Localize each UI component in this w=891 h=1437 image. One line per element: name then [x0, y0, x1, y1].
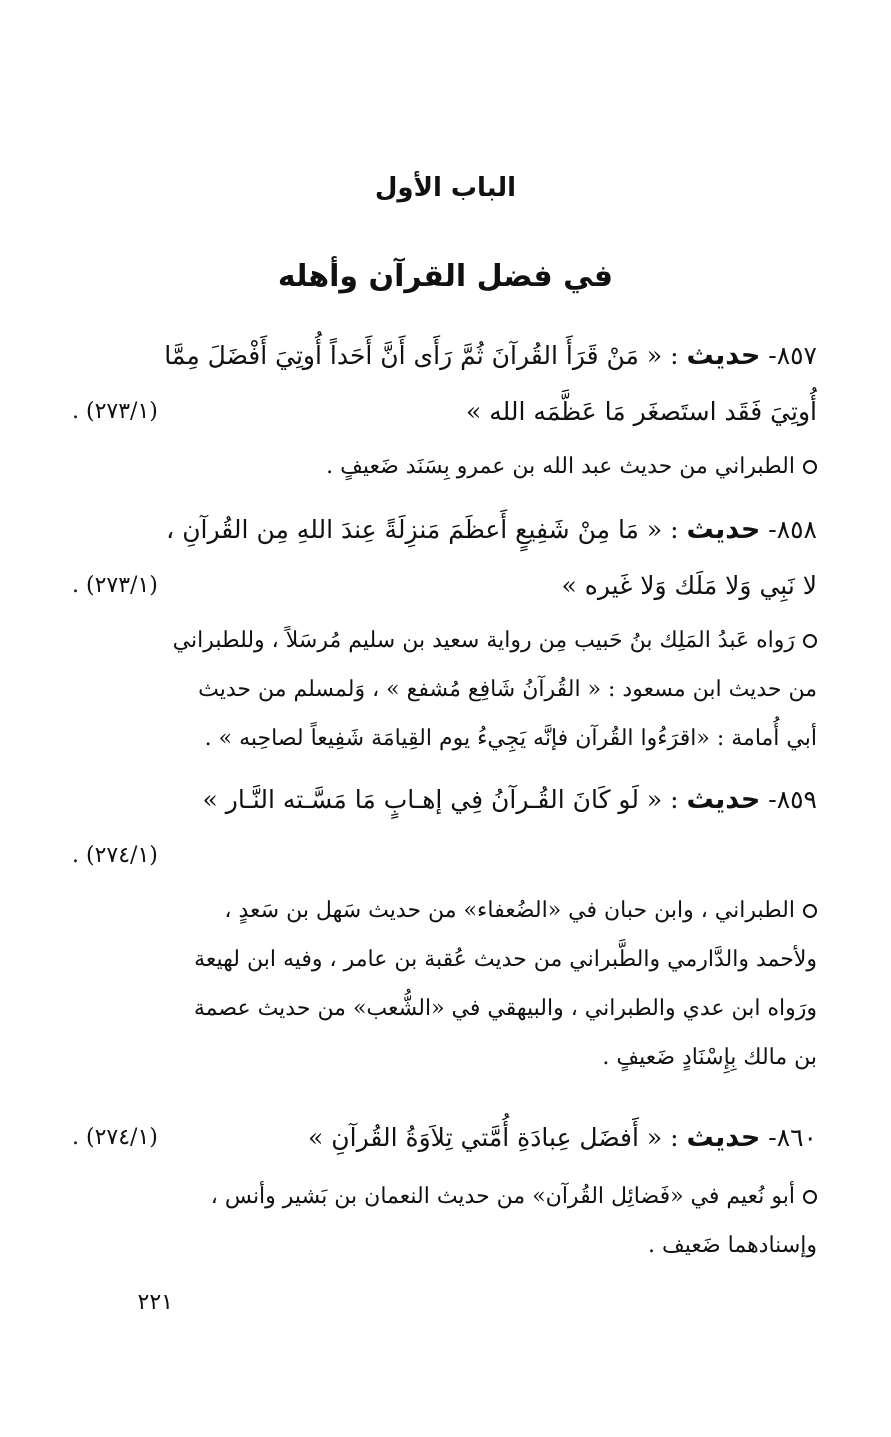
commentary-line: أبي أُمامة : «اقرَءُوا القُرآن فإنَّه يَجِيءُ يوم القِيامَة شَفِيعاً لصاحِبه » . [204, 726, 817, 751]
hadith-commentary [72, 442, 817, 491]
hadith-text-continued: أُوتِيَ فَقَد استَصغَر مَا عَظَّمَه الله » [465, 397, 817, 426]
circle-bullet-icon [803, 1190, 817, 1204]
hadith-entry-858 [72, 500, 817, 763]
hadith-citation-line [72, 386, 817, 438]
hadith-citation-line [72, 560, 817, 612]
hadith-text-line [72, 500, 817, 560]
hadith-text: : « لَو كَانَ القُـرآنُ فِي إهـابٍ مَا مَسَّـته النَّـار » [202, 785, 679, 814]
hadith-text-line [72, 1108, 817, 1168]
hadith-entry-859 [72, 770, 817, 1082]
chapter-title: الباب الأول [374, 173, 517, 203]
hadith-label: حديث [686, 340, 761, 371]
chapter-subtitle: في فضل القرآن وأهله [277, 259, 614, 294]
hadith-entry-857 [72, 326, 817, 491]
commentary-line: رَواه عَبدُ المَلِك بنُ حَبيب مِن رواية سعيد بن سليم مُرسَلاً ، وللطبراني [72, 616, 817, 665]
hadith-label: حديث [686, 784, 761, 815]
hadith-label: حديث [686, 1122, 761, 1153]
circle-bullet-icon [803, 460, 817, 474]
hadith-text-line [72, 770, 817, 830]
commentary-line: من حديث ابن مسعود : « القُرآنُ شَافِع مُشفع » ، وَلمسلم من حديث [198, 677, 817, 702]
hadith-reference: (٢٧٤/١) . [72, 1125, 158, 1150]
commentary-line: ورَواه ابن عدي والطبراني ، والبيهقي في «الشُّعب» من حديث عصمة [193, 996, 817, 1021]
hadith-label: حديث [686, 514, 761, 545]
hadith-reference: (٢٧٣/١) . [72, 573, 158, 598]
hadith-number: ٨٦٠- [768, 1123, 817, 1152]
commentary-line: وإسنادهما ضَعيف . [647, 1233, 817, 1258]
hadith-reference: (٢٧٣/١) . [72, 399, 158, 424]
hadith-reference: (٢٧٤/١) . [72, 843, 158, 868]
commentary-line: بن مالك بِإِسْنَادٍ ضَعيفٍ . [602, 1045, 817, 1070]
hadith-commentary [72, 886, 817, 1082]
hadith-text: : « مَا مِنْ شَفِيعٍ أَعظَمَ مَنزِلَةً عِندَ اللهِ مِن القُرآنِ ، [166, 515, 679, 544]
commentary-line: ولأحمد والدَّارمي والطَّبراني من حديث عُقبة بن عامر ، وفيه ابن لهيعة [194, 947, 817, 972]
page-number: ٢٢١ [137, 1290, 173, 1315]
hadith-entry-860 [72, 1108, 817, 1270]
hadith-text-continued: لا نَبِي وَلا مَلَك وَلا غَيره » [561, 571, 817, 600]
commentary-line: الطبراني ، وابن حبان في «الضُعفاء» من حديث سَهل بن سَعدٍ ، [72, 886, 817, 935]
hadith-text: : « مَنْ قَرَأَ القُرآنَ ثُمَّ رَأَى أَنَّ أَحَداً أُوتِيَ أَفْضَلَ مِمَّا [164, 341, 679, 370]
hadith-commentary [72, 616, 817, 763]
commentary-line: الطبراني من حديث عبد الله بن عمرو بِسَنَد ضَعيفٍ . [72, 442, 817, 491]
circle-bullet-icon [803, 634, 817, 648]
hadith-number: ٨٥٧- [768, 341, 817, 370]
hadith-number: ٨٥٨- [768, 515, 817, 544]
hadith-text: : « أَفضَل عِبادَةِ أُمَّتي تِلاَوَةُ القُرآنِ » [308, 1123, 679, 1152]
hadith-citation-line [72, 830, 817, 882]
hadith-text-line [72, 326, 817, 386]
hadith-commentary [72, 1172, 817, 1270]
commentary-line: أبو نُعيم في «فَضائِل القُرآن» من حديث النعمان بن بَشير وأنس ، [72, 1172, 817, 1221]
hadith-number: ٨٥٩- [768, 785, 817, 814]
circle-bullet-icon [803, 904, 817, 918]
